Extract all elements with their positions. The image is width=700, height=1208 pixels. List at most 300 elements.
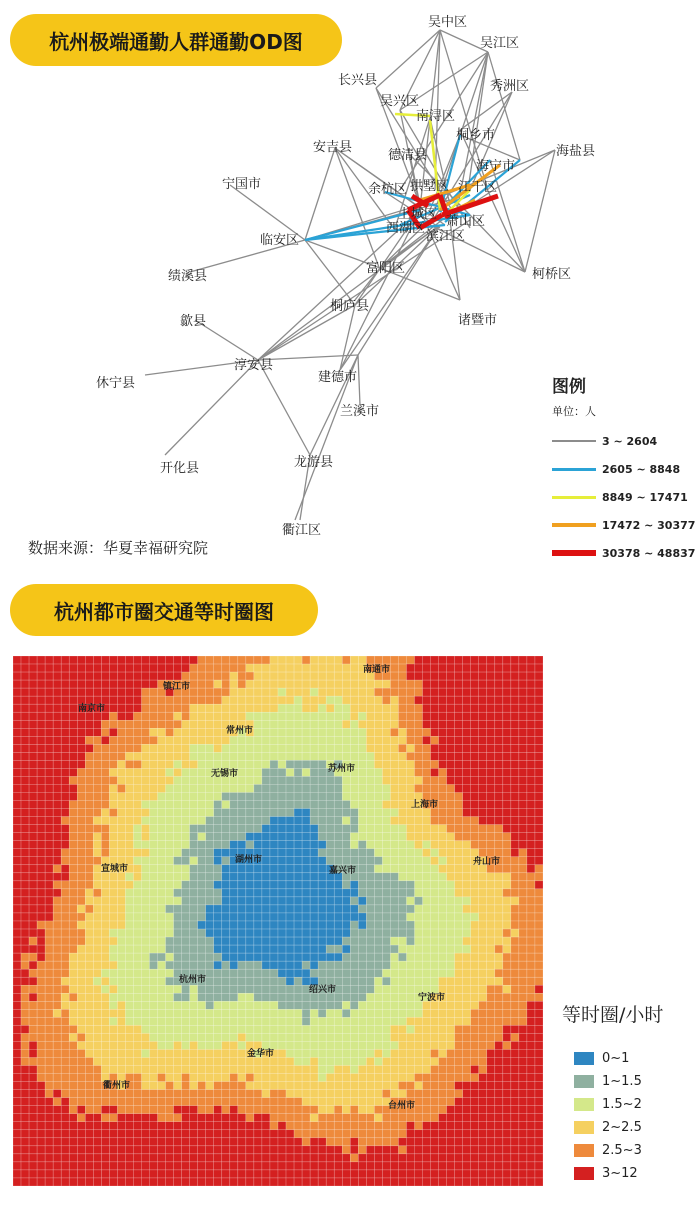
isochrone-cell — [13, 1146, 21, 1154]
isochrone-cell — [214, 953, 222, 961]
isochrone-cell — [198, 889, 206, 897]
isochrone-cell — [398, 1017, 406, 1025]
isochrone-cell — [326, 1009, 334, 1017]
isochrone-cell — [174, 704, 182, 712]
isochrone-cell — [238, 833, 246, 841]
isochrone-cell — [358, 969, 366, 977]
isochrone-cell — [190, 849, 198, 857]
isochrone-cell — [13, 905, 21, 913]
isochrone-cell — [238, 656, 246, 664]
isochrone-cell — [150, 1130, 158, 1138]
isochrone-cell — [374, 1074, 382, 1082]
isochrone-cell — [406, 736, 414, 744]
isochrone-cell — [206, 937, 214, 945]
isochrone-cell — [109, 817, 117, 825]
isochrone-cell — [447, 801, 455, 809]
isochrone-cell — [527, 993, 535, 1001]
isochrone-cell — [318, 817, 326, 825]
isochrone-cell — [214, 873, 222, 881]
place-label: 吴江区 — [480, 36, 520, 51]
isochrone-cell — [69, 680, 77, 688]
isochrone-cell — [190, 953, 198, 961]
isochrone-cell — [53, 1170, 61, 1178]
isochrone-cell — [53, 801, 61, 809]
isochrone-cell — [158, 1178, 166, 1186]
isochrone-cell — [230, 1090, 238, 1098]
isochrone-cell — [302, 1130, 310, 1138]
isochrone-cell — [366, 913, 374, 921]
isochrone-cell — [326, 929, 334, 937]
isochrone-cell — [503, 881, 511, 889]
isochrone-cell — [109, 1146, 117, 1154]
isochrone-cell — [198, 961, 206, 969]
isochrone-cell — [286, 1049, 294, 1057]
isochrone-cell — [487, 1122, 495, 1130]
isochrone-cell — [214, 1017, 222, 1025]
isochrone-cell — [278, 1146, 286, 1154]
isochrone-cell — [423, 857, 431, 865]
isochrone-cell — [222, 664, 230, 672]
isochrone-cell — [85, 1114, 93, 1122]
isochrone-cell — [262, 801, 270, 809]
isochrone-cell — [254, 744, 262, 752]
isochrone-cell — [294, 1178, 302, 1186]
isochrone-cell — [174, 728, 182, 736]
isochrone-cell — [158, 1170, 166, 1178]
isochrone-cell — [406, 817, 414, 825]
isochrone-cell — [439, 841, 447, 849]
isochrone-cell — [503, 1066, 511, 1074]
isochrone-cell — [125, 760, 133, 768]
isochrone-cell — [374, 801, 382, 809]
isochrone-cell — [21, 905, 29, 913]
isochrone-cell — [439, 768, 447, 776]
isochrone-cell — [117, 1146, 125, 1154]
isochrone-cell — [358, 704, 366, 712]
isochrone-cell — [125, 985, 133, 993]
isochrone-cell — [374, 865, 382, 873]
isochrone-cell — [286, 953, 294, 961]
isochrone-cell — [511, 1178, 519, 1186]
isochrone-cell — [294, 849, 302, 857]
isochrone-cell — [214, 1098, 222, 1106]
isochrone-cell — [326, 1170, 334, 1178]
isochrone-cell — [326, 1033, 334, 1041]
isochrone-cell — [350, 1009, 358, 1017]
isochrone-cell — [222, 656, 230, 664]
isochrone-cell — [511, 801, 519, 809]
isochrone-cell — [93, 776, 101, 784]
isochrone-cell — [150, 937, 158, 945]
isochrone-cell — [390, 1049, 398, 1057]
isochrone-cell — [77, 961, 85, 969]
isochrone-cell — [13, 760, 21, 768]
isochrone-cell — [69, 921, 77, 929]
isochrone-cell — [511, 720, 519, 728]
isochrone-cell — [455, 873, 463, 881]
isochrone-cell — [182, 752, 190, 760]
isochrone-cell — [53, 1058, 61, 1066]
isochrone-cell — [109, 712, 117, 720]
isochrone-cell — [141, 905, 149, 913]
isochrone-cell — [310, 784, 318, 792]
isochrone-cell — [214, 1178, 222, 1186]
isochrone-cell — [21, 945, 29, 953]
isochrone-cell — [358, 1074, 366, 1082]
isochrone-cell — [45, 1098, 53, 1106]
isochrone-cell — [342, 825, 350, 833]
isochrone-cell — [342, 1130, 350, 1138]
isochrone-cell — [141, 1170, 149, 1178]
isochrone-cell — [198, 1066, 206, 1074]
isochrone-cell — [382, 656, 390, 664]
isochrone-cell — [503, 688, 511, 696]
isochrone-cell — [278, 913, 286, 921]
isochrone-cell — [535, 1025, 543, 1033]
isochrone-cell — [53, 1025, 61, 1033]
isochrone-cell — [238, 985, 246, 993]
isochrone-cell — [286, 881, 294, 889]
isochrone-cell — [455, 672, 463, 680]
isochrone-cell — [93, 664, 101, 672]
isochrone-cell — [125, 1001, 133, 1009]
isochrone-cell — [29, 985, 37, 993]
isochrone-cell — [150, 1106, 158, 1114]
isochrone-cell — [29, 905, 37, 913]
isochrone-cell — [270, 1138, 278, 1146]
isochrone-cell — [374, 752, 382, 760]
isochrone-cell — [262, 664, 270, 672]
isochrone-cell — [278, 1082, 286, 1090]
isochrone-cell — [310, 760, 318, 768]
isochrone-cell — [286, 1041, 294, 1049]
isochrone-cell — [61, 937, 69, 945]
isochrone-cell — [262, 969, 270, 977]
isochrone-cell — [198, 760, 206, 768]
isochrone-cell — [190, 897, 198, 905]
isochrone-cell — [150, 1058, 158, 1066]
isochrone-cell — [198, 1074, 206, 1082]
isochrone-cell — [326, 1098, 334, 1106]
isochrone-cell — [318, 929, 326, 937]
isochrone-cell — [326, 1017, 334, 1025]
isochrone-cell — [471, 1170, 479, 1178]
isochrone-cell — [125, 801, 133, 809]
isochrone-cell — [174, 1098, 182, 1106]
isochrone-cell — [294, 945, 302, 953]
isochrone-cell — [527, 1154, 535, 1162]
isochrone-cell — [262, 1009, 270, 1017]
isochrone-cell — [238, 776, 246, 784]
isochrone-cell — [423, 929, 431, 937]
isochrone-cell — [174, 768, 182, 776]
isochrone-cell — [198, 1138, 206, 1146]
isochrone-cell — [350, 1114, 358, 1122]
isochrone-cell — [230, 680, 238, 688]
isochrone-cell — [109, 873, 117, 881]
isochrone-cell — [13, 696, 21, 704]
isochrone-cell — [85, 696, 93, 704]
isochrone-cell — [166, 696, 174, 704]
isochrone-cell — [85, 1122, 93, 1130]
isochrone-cell — [206, 720, 214, 728]
isochrone-cell — [471, 929, 479, 937]
isochrone-cell — [101, 1170, 109, 1178]
isochrone-cell — [487, 696, 495, 704]
isochrone-cell — [182, 857, 190, 865]
isochrone-cell — [382, 760, 390, 768]
isochrone-cell — [503, 841, 511, 849]
isochrone-cell — [166, 704, 174, 712]
isochrone-cell — [318, 825, 326, 833]
isochrone-cell — [471, 809, 479, 817]
isochrone-cell — [294, 688, 302, 696]
isochrone-cell — [21, 961, 29, 969]
isochrone-cell — [69, 776, 77, 784]
isochrone-cell — [29, 841, 37, 849]
isochrone-cell — [254, 656, 262, 664]
isochrone-cell — [53, 664, 61, 672]
isochrone-cell — [527, 664, 535, 672]
isochrone-cell — [503, 905, 511, 913]
isochrone-cell — [463, 768, 471, 776]
isochrone-cell — [214, 1130, 222, 1138]
isochrone-cell — [398, 881, 406, 889]
isochrone-cell — [29, 1001, 37, 1009]
isochrone-cell — [415, 937, 423, 945]
isochrone-cell — [471, 889, 479, 897]
isochrone-cell — [150, 817, 158, 825]
isochrone-cell — [206, 1154, 214, 1162]
isochrone-cell — [366, 680, 374, 688]
isochrone-cell — [366, 760, 374, 768]
isochrone-cell — [519, 857, 527, 865]
isochrone-cell — [487, 720, 495, 728]
isochrone-cell — [85, 728, 93, 736]
isochrone-cell — [85, 680, 93, 688]
isochrone-cell — [358, 1098, 366, 1106]
isochrone-cell — [182, 937, 190, 945]
isochrone-cell — [455, 1090, 463, 1098]
od-legend-label: 3 ~ 2604 — [602, 434, 658, 448]
isochrone-cell — [69, 1009, 77, 1017]
isochrone-cell — [431, 712, 439, 720]
isochrone-cell — [415, 945, 423, 953]
isochrone-cell — [190, 961, 198, 969]
isochrone-cell — [487, 937, 495, 945]
isochrone-cell — [158, 1154, 166, 1162]
isochrone-cell — [382, 1138, 390, 1146]
isochrone-cell — [206, 833, 214, 841]
isochrone-cell — [487, 728, 495, 736]
isochrone-cell — [431, 680, 439, 688]
isochrone-cell — [101, 1041, 109, 1049]
isochrone-cell — [286, 889, 294, 897]
isochrone-cell — [61, 1001, 69, 1009]
isochrone-cell — [254, 953, 262, 961]
isochrone-cell — [141, 1049, 149, 1057]
isochrone-cell — [390, 1122, 398, 1130]
isochrone-cell — [334, 736, 342, 744]
isochrone-cell — [262, 985, 270, 993]
isochrone-cell — [69, 873, 77, 881]
isochrone-cell — [326, 1049, 334, 1057]
isochrone-cell — [447, 1154, 455, 1162]
isochrone-cell — [125, 825, 133, 833]
isochrone-cell — [511, 849, 519, 857]
isochrone-cell — [495, 889, 503, 897]
isochrone-cell — [37, 953, 45, 961]
isochrone-cell — [109, 881, 117, 889]
isochrone-cell — [133, 913, 141, 921]
isochrone-cell — [358, 768, 366, 776]
isochrone-cell — [206, 1106, 214, 1114]
isochrone-cell — [382, 985, 390, 993]
isochrone-cell — [246, 1025, 254, 1033]
isochrone-cell — [37, 704, 45, 712]
isochrone-cell — [310, 873, 318, 881]
isochrone-cell — [439, 1025, 447, 1033]
isochrone-cell — [29, 921, 37, 929]
isochrone-cell — [390, 656, 398, 664]
isochrone-cell — [61, 784, 69, 792]
isochrone-cell — [174, 1041, 182, 1049]
isochrone-cell — [222, 1130, 230, 1138]
isochrone-cell — [37, 921, 45, 929]
isochrone-cell — [527, 937, 535, 945]
isochrone-cell — [535, 664, 543, 672]
isochrone-cell — [390, 1162, 398, 1170]
isochrone-cell — [326, 913, 334, 921]
isochrone-cell — [342, 1154, 350, 1162]
isochrone-cell — [222, 1154, 230, 1162]
isochrone-cell — [326, 1074, 334, 1082]
isochrone-cell — [125, 768, 133, 776]
isochrone-cell — [254, 1082, 262, 1090]
isochrone-cell — [302, 1001, 310, 1009]
isochrone-cell — [334, 704, 342, 712]
isochrone-cell — [511, 704, 519, 712]
isochrone-cell — [198, 905, 206, 913]
isochrone-cell — [358, 833, 366, 841]
isochrone-cell — [13, 1058, 21, 1066]
isochrone-cell — [519, 704, 527, 712]
isochrone-cell — [350, 945, 358, 953]
isochrone-cell — [206, 664, 214, 672]
isochrone-cell — [455, 776, 463, 784]
isochrone-cell — [198, 1122, 206, 1130]
isochrone-cell — [431, 1049, 439, 1057]
isochrone-cell — [238, 1130, 246, 1138]
isochrone-cell — [262, 889, 270, 897]
isochrone-cell — [278, 849, 286, 857]
isochrone-cell — [406, 672, 414, 680]
isochrone-cell — [37, 712, 45, 720]
isochrone-cell — [13, 1074, 21, 1082]
isochrone-cell — [214, 913, 222, 921]
isochrone-cell — [318, 736, 326, 744]
isochrone-cell — [166, 760, 174, 768]
isochrone-cell — [150, 969, 158, 977]
isochrone-cell — [109, 993, 117, 1001]
isochrone-cell — [141, 945, 149, 953]
isochrone-cell — [358, 720, 366, 728]
isochrone-cell — [77, 1041, 85, 1049]
isochrone-cell — [342, 1017, 350, 1025]
isochrone-cell — [366, 1033, 374, 1041]
isochrone-cell — [230, 969, 238, 977]
isochrone-cell — [519, 680, 527, 688]
isochrone-cell — [447, 1090, 455, 1098]
isochrone-cell — [302, 1106, 310, 1114]
isochrone-cell — [61, 857, 69, 865]
isochrone-cell — [398, 736, 406, 744]
isochrone-cell — [487, 977, 495, 985]
isochrone-cell — [182, 849, 190, 857]
isochrone-cell — [53, 833, 61, 841]
isochrone-cell — [358, 801, 366, 809]
isochrone-cell — [190, 825, 198, 833]
isochrone-cell — [77, 1066, 85, 1074]
isochrone-cell — [21, 801, 29, 809]
isochrone-cell — [503, 833, 511, 841]
isochrone-cell — [158, 720, 166, 728]
isochrone-cell — [326, 905, 334, 913]
isochrone-cell — [37, 873, 45, 881]
isochrone-cell — [109, 672, 117, 680]
isochrone-cell — [158, 945, 166, 953]
isochrone-cell — [326, 969, 334, 977]
isochrone-cell — [519, 825, 527, 833]
isochrone-cell — [334, 897, 342, 905]
isochrone-cell — [318, 1138, 326, 1146]
isochrone-cell — [125, 1058, 133, 1066]
isochrone-cell — [463, 921, 471, 929]
isochrone-cell — [479, 1025, 487, 1033]
isochrone-cell — [423, 1082, 431, 1090]
isochrone-cell — [463, 897, 471, 905]
isochrone-cell — [390, 712, 398, 720]
isochrone-cell — [214, 1074, 222, 1082]
isochrone-cell — [93, 1033, 101, 1041]
isochrone-cell — [423, 841, 431, 849]
isochrone-cell — [133, 768, 141, 776]
isochrone-cell — [431, 688, 439, 696]
isochrone-cell — [334, 793, 342, 801]
isochrone-cell — [133, 1058, 141, 1066]
place-label: 拱墅区 — [410, 179, 450, 194]
isochrone-cell — [318, 1106, 326, 1114]
isochrone-cell — [85, 1162, 93, 1170]
isochrone-cell — [238, 897, 246, 905]
isochrone-cell — [166, 1049, 174, 1057]
isochrone-cell — [286, 1074, 294, 1082]
isochrone-cell — [302, 833, 310, 841]
isochrone-cell — [85, 985, 93, 993]
isochrone-cell — [158, 985, 166, 993]
isochrone-cell — [527, 809, 535, 817]
isochrone-cell — [294, 1033, 302, 1041]
isochrone-cell — [374, 1090, 382, 1098]
isochrone-cell — [342, 736, 350, 744]
isochrone-cell — [519, 1178, 527, 1186]
isochrone-cell — [423, 672, 431, 680]
isochrone-cell — [141, 969, 149, 977]
isochrone-cell — [447, 760, 455, 768]
isochrone-cell — [262, 865, 270, 873]
isochrone-cell — [286, 985, 294, 993]
isochrone-cell — [270, 1082, 278, 1090]
